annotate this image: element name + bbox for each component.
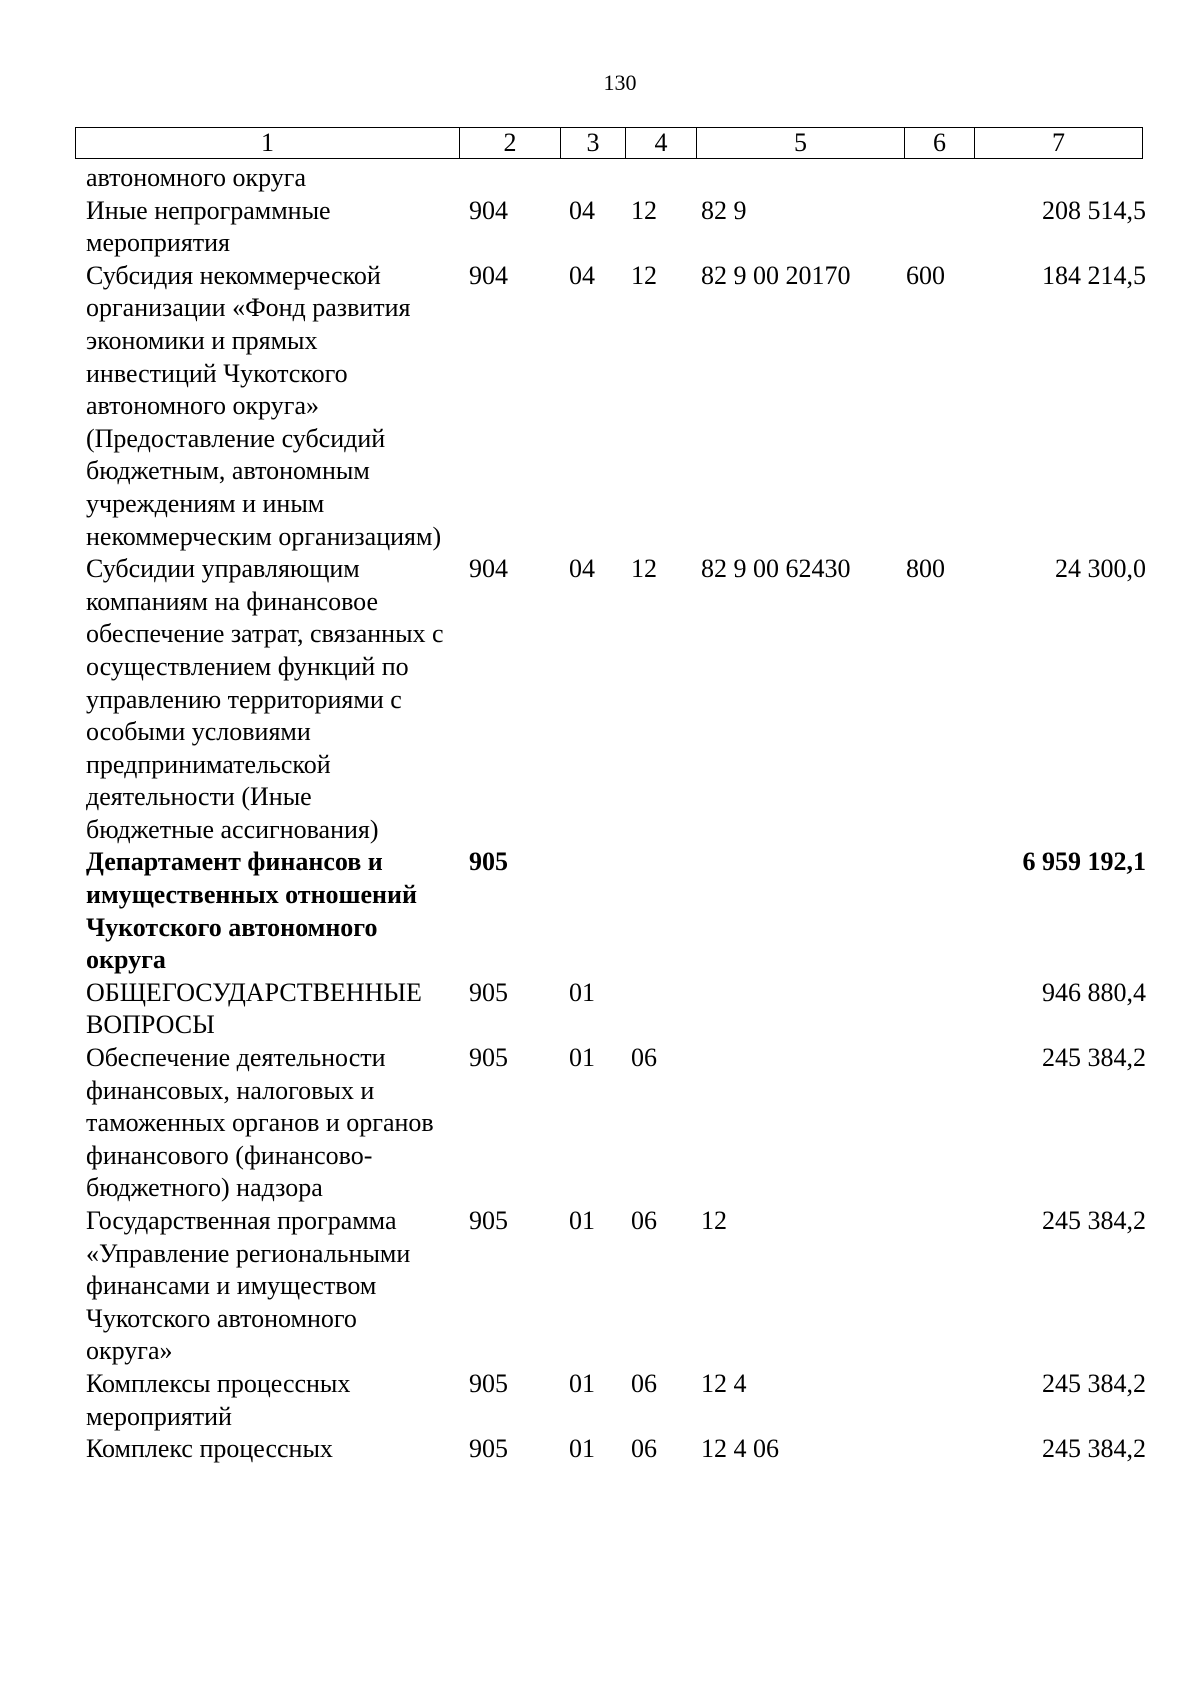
cell-name: ОБЩЕГОСУДАРСТВЕННЫЕ ВОПРОСЫ — [86, 977, 422, 1040]
header-col-6: 6 — [904, 128, 974, 158]
cell-subsection: 01 — [569, 1434, 595, 1464]
cell-subsection: 01 — [569, 977, 595, 1007]
cell-name: Иные непрограммные мероприятия — [86, 195, 331, 258]
cell-target-code: 82 9 00 62430 — [701, 554, 851, 584]
table-row — [0, 260, 1200, 553]
cell-amount: 245 384,2 — [1042, 1368, 1146, 1398]
cell-target-code: 12 — [701, 1206, 727, 1235]
cell-sub-subsection: 12 — [631, 195, 657, 225]
table-row — [0, 977, 1200, 1042]
cell-sub-subsection — [631, 977, 701, 1042]
cell-sub-subsection — [631, 846, 701, 976]
cell-section: 905 — [469, 1043, 508, 1073]
cell-target-code: 12 4 06 — [701, 1434, 779, 1464]
cell-amount: 245 384,2 — [1042, 1434, 1146, 1464]
cell-section: 904 — [469, 195, 508, 225]
cell-expense-type — [906, 1042, 966, 1205]
cell-sub-subsection — [631, 162, 701, 195]
cell-expense-type — [906, 846, 966, 976]
cell-subsection: 04 — [569, 260, 595, 290]
header-col-5: 5 — [696, 128, 904, 158]
cell-amount: 946 880,4 — [1042, 977, 1146, 1007]
cell-target-code — [701, 162, 906, 195]
cell-target-code — [701, 977, 906, 1042]
header-col-4: 4 — [625, 128, 696, 158]
cell-section: 905 — [469, 977, 508, 1007]
table-row — [0, 1368, 1200, 1433]
cell-subsection: 01 — [569, 1043, 595, 1073]
cell-amount — [966, 162, 1146, 195]
table-header — [75, 127, 1143, 159]
cell-name: Субсидии управляющим компаниям на финансовое обеспечение затрат, связанных с осуществлением функций по управлению территориями с особыми условиями предпринимательской деятельности (Иные бюджетные ассигнования) — [86, 554, 444, 844]
cell-amount: 184 214,5 — [1042, 260, 1146, 290]
cell-target-code: 82 9 00 20170 — [701, 260, 851, 290]
header-col-2: 2 — [459, 128, 560, 158]
cell-expense-type: 600 — [906, 260, 945, 290]
cell-amount: 208 514,5 — [1042, 195, 1146, 225]
table-row — [0, 1042, 1200, 1205]
table-row — [0, 162, 1200, 195]
cell-sub-subsection: 06 — [631, 1206, 657, 1235]
cell-name: Обеспечение деятельности финансовых, налоговых и таможенных органов и органов финансового (финансово-бюджетного) надзора — [86, 1043, 434, 1203]
cell-subsection: 01 — [569, 1206, 595, 1235]
cell-target-code — [701, 846, 906, 976]
cell-amount: 6 959 192,1 — [1022, 847, 1146, 877]
cell-section: 904 — [469, 554, 508, 584]
cell-expense-type — [906, 977, 966, 1042]
cell-sub-subsection: 12 — [631, 554, 657, 584]
cell-sub-subsection: 06 — [631, 1368, 657, 1398]
cell-expense-type — [906, 1205, 966, 1368]
table-row — [0, 1205, 1200, 1368]
cell-name: Комплекс процессных — [86, 1434, 333, 1464]
cell-expense-type: 800 — [906, 554, 945, 584]
cell-name: Комплексы процессных мероприятий — [86, 1368, 351, 1431]
page-number: 130 — [603, 70, 637, 95]
cell-sub-subsection: 06 — [631, 1434, 657, 1464]
cell-subsection — [569, 846, 631, 976]
table-row — [0, 1433, 1200, 1466]
cell-subsection: 01 — [569, 1368, 595, 1398]
header-col-1: 1 — [261, 128, 274, 157]
cell-subsection: 04 — [569, 195, 595, 225]
cell-sub-subsection: 06 — [631, 1043, 657, 1073]
cell-section: 905 — [469, 1206, 508, 1235]
header-col-7: 7 — [974, 128, 1142, 158]
cell-name: Субсидия некоммерческой организации «Фонд развития экономики и прямых инвестиций Чукотского автономного округа» (Предоставление субсидий бюджетным, автономным учреждениям и иным некоммерческим организациям) — [86, 260, 442, 551]
cell-name: автономного округа — [86, 163, 306, 192]
cell-sub-subsection: 12 — [631, 260, 657, 290]
cell-section: 904 — [469, 260, 508, 290]
cell-name: Департамент финансов и имущественных отношений Чукотского автономного округа — [86, 847, 417, 975]
cell-amount: 24 300,0 — [1055, 554, 1146, 584]
cell-expense-type — [906, 1433, 966, 1466]
cell-expense-type — [906, 195, 966, 260]
cell-name: Государственная программа «Управление региональными финансами и имуществом Чукотского автономного округа» — [86, 1206, 411, 1366]
table-row — [0, 846, 1200, 976]
cell-amount: 245 384,2 — [1042, 1206, 1146, 1235]
header-col-3: 3 — [560, 128, 625, 158]
cell-section — [469, 162, 569, 195]
cell-amount: 245 384,2 — [1042, 1043, 1146, 1073]
table-row — [0, 553, 1200, 846]
cell-section: 905 — [469, 1368, 508, 1398]
table-body — [0, 162, 1200, 1466]
cell-section: 905 — [469, 847, 508, 877]
cell-subsection: 04 — [569, 554, 595, 584]
cell-section: 905 — [469, 1434, 508, 1464]
cell-subsection — [569, 162, 631, 195]
cell-target-code — [701, 1042, 906, 1205]
cell-expense-type — [906, 1368, 966, 1433]
cell-target-code: 82 9 — [701, 195, 747, 225]
cell-expense-type — [906, 162, 966, 195]
cell-target-code: 12 4 — [701, 1368, 747, 1398]
table-row — [0, 195, 1200, 260]
